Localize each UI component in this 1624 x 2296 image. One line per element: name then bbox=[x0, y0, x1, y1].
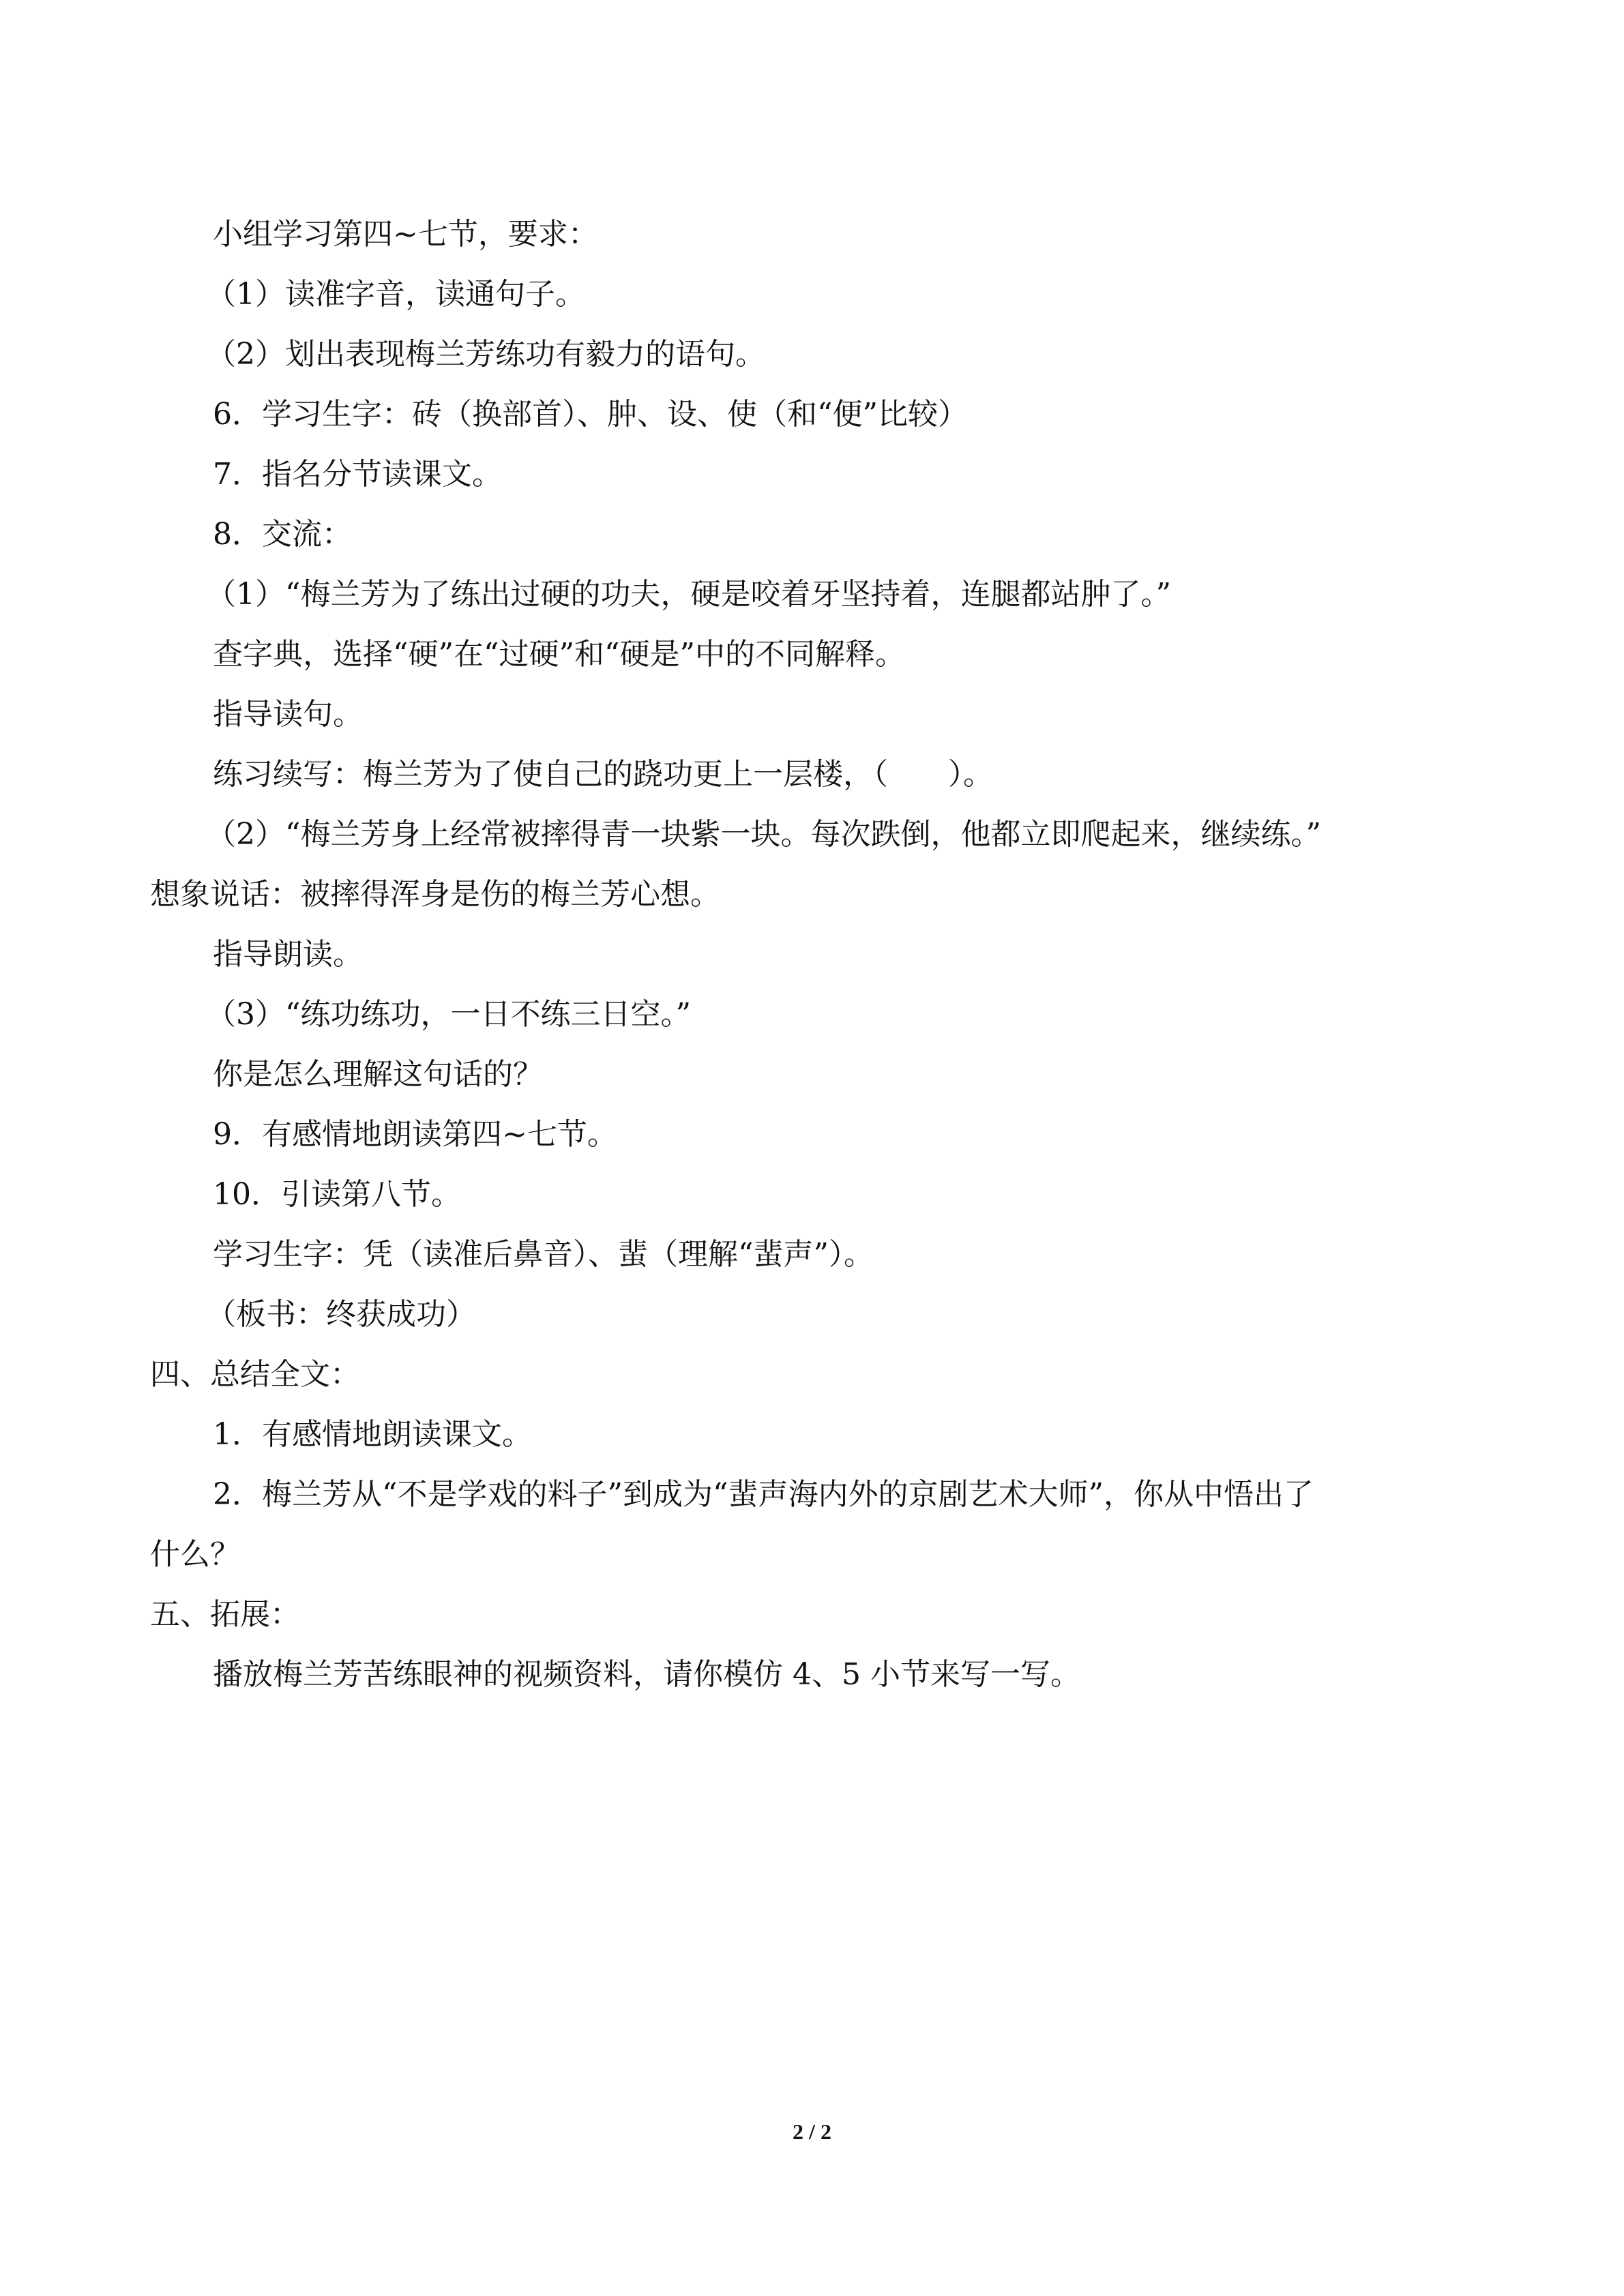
paragraph-line: 播放梅兰芳苦练眼神的视频资料，请你模仿 4、5 小节来写一写。 bbox=[213, 1657, 1080, 1692]
paragraph-line: 指导朗读。 bbox=[213, 937, 363, 972]
paragraph-line: 6．学习生字：砖（换部首）、肿、设、使（和“便”比较） bbox=[213, 397, 968, 432]
document-body bbox=[150, 205, 1487, 1705]
paragraph-line: 9．有感情地朗读第四~七节。 bbox=[213, 1117, 617, 1152]
paragraph-line: 学习生字：凭（读准后鼻音）、蜚（理解“蜚声”）。 bbox=[213, 1237, 874, 1272]
paragraph-line: （3）“练功练功，一日不练三日空。” bbox=[206, 997, 691, 1032]
paragraph-line: 练习续写：梅兰芳为了使自己的跷功更上一层楼，（ ）。 bbox=[213, 757, 993, 792]
paragraph-line: （板书：终获成功） bbox=[206, 1297, 476, 1332]
paragraph-line: 10．引读第八节。 bbox=[213, 1177, 461, 1212]
page-number: 2 / 2 bbox=[793, 2119, 831, 2144]
paragraph-line: （2）划出表现梅兰芳练功有毅力的语句。 bbox=[206, 337, 765, 372]
paragraph-line: （2）“梅兰芳身上经常被摔得青一块紫一块。每次跌倒，他都立即爬起来，继续练。” bbox=[206, 817, 1321, 852]
paragraph-line: 2．梅兰芳从“不是学戏的料子”到成为“蜚声海内外的京剧艺术大师”，你从中悟出了 bbox=[213, 1477, 1314, 1512]
paragraph-line: 7．指名分节读课文。 bbox=[213, 457, 502, 492]
paragraph-line: 8．交流： bbox=[213, 517, 352, 552]
paragraph-line: 指导读句。 bbox=[213, 697, 363, 732]
paragraph-line: （1）读准字音，读通句子。 bbox=[206, 277, 585, 312]
paragraph-line: 查字典，选择“硬”在“过硬”和“硬是”中的不同解释。 bbox=[213, 637, 905, 672]
paragraph-line: 想象说话：被摔得浑身是伤的梅兰芳心想。 bbox=[150, 877, 720, 912]
section-heading: 四、总结全文： bbox=[150, 1357, 360, 1392]
paragraph-line: 你是怎么理解这句话的？ bbox=[213, 1057, 543, 1092]
paragraph-line: （1）“梅兰芳为了练出过硬的功夫，硬是咬着牙坚持着，连腿都站肿了。” bbox=[206, 577, 1171, 612]
paragraph-line: 什么？ bbox=[150, 1537, 240, 1572]
paragraph-line: 小组学习第四~七节，要求： bbox=[213, 217, 598, 252]
paragraph-line: 1．有感情地朗读课文。 bbox=[213, 1417, 532, 1452]
section-heading: 五、拓展： bbox=[150, 1597, 300, 1632]
